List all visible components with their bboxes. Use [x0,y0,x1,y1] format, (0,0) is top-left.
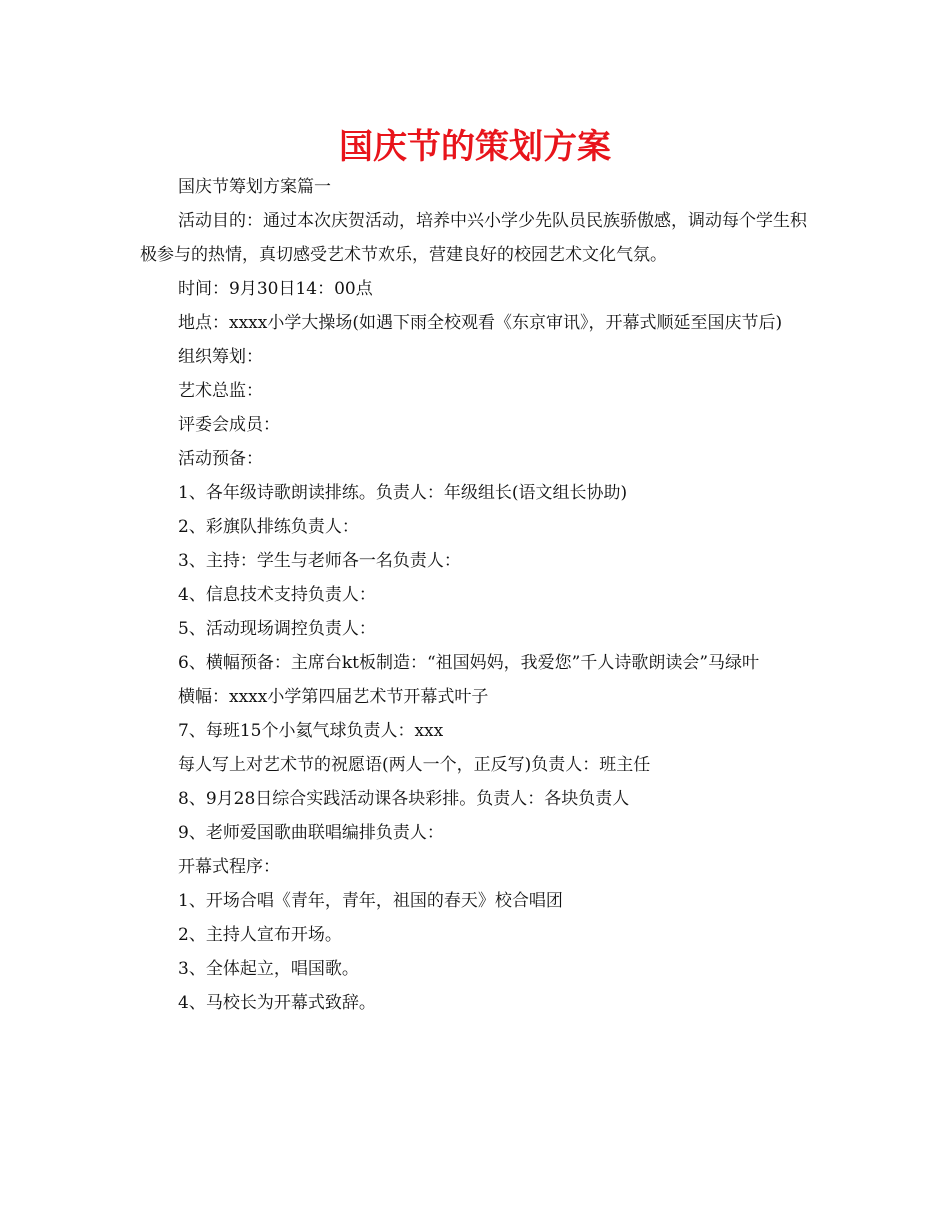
paragraph: 6、横幅预备：主席台kt板制造：“祖国妈妈，我爱您”千人诗歌朗读会”马绿叶 [178,653,760,673]
document-title: 国庆节的策划方案 [339,127,611,167]
paragraph: 9、老师爱国歌曲联唱编排负责人： [178,823,444,843]
paragraph: 国庆节筹划方案篇一 [178,177,331,197]
paragraph: 8、9月28日综合实践活动课各块彩排。负责人：各块负责人 [178,789,630,809]
paragraph: 横幅：xxxx小学第四届艺术节开幕式叶子 [178,687,489,707]
paragraph: 活动预备： [178,449,263,469]
paragraph: 7、每班15个小氦气球负责人：xxx [178,721,444,741]
paragraph: 艺术总监： [178,381,263,401]
paragraph: 每人写上对艺术节的祝愿语(两人一个，正反写)负责人：班主任 [178,755,651,775]
paragraph: 组织筹划： [178,347,263,367]
paragraph: 3、主持：学生与老师各一名负责人： [178,551,461,571]
paragraph: 1、各年级诗歌朗读排练。负责人：年级组长(语文组长协助) [178,483,628,503]
paragraph: 5、活动现场调控负责人： [178,619,376,639]
paragraph: 4、信息技术支持负责人： [178,585,376,605]
paragraph: 开幕式程序： [178,857,280,877]
paragraph: 活动目的：通过本次庆贺活动，培养中兴小学少先队员民族骄傲感，调动每个学生积极参与的热情，真切感受艺术节欢乐，营建良好的校园艺术文化气氛。 [140,211,807,265]
paragraph: 2、彩旗队排练负责人： [178,517,359,537]
paragraph: 1、开场合唱《青年，青年，祖国的春天》校合唱团 [178,891,563,911]
paragraph: 4、马校长为开幕式致辞。 [178,993,376,1013]
document-body [140,170,815,1020]
paragraph: 评委会成员： [178,415,280,435]
paragraph: 地点：xxxx小学大操场(如遇下雨全校观看《东京审讯》，开幕式顺延至国庆节后) [178,313,783,333]
paragraph: 时间：9月30日14：00点 [178,279,373,299]
paragraph: 3、全体起立，唱国歌。 [178,959,359,979]
paragraph: 2、主持人宣布开场。 [178,925,342,945]
